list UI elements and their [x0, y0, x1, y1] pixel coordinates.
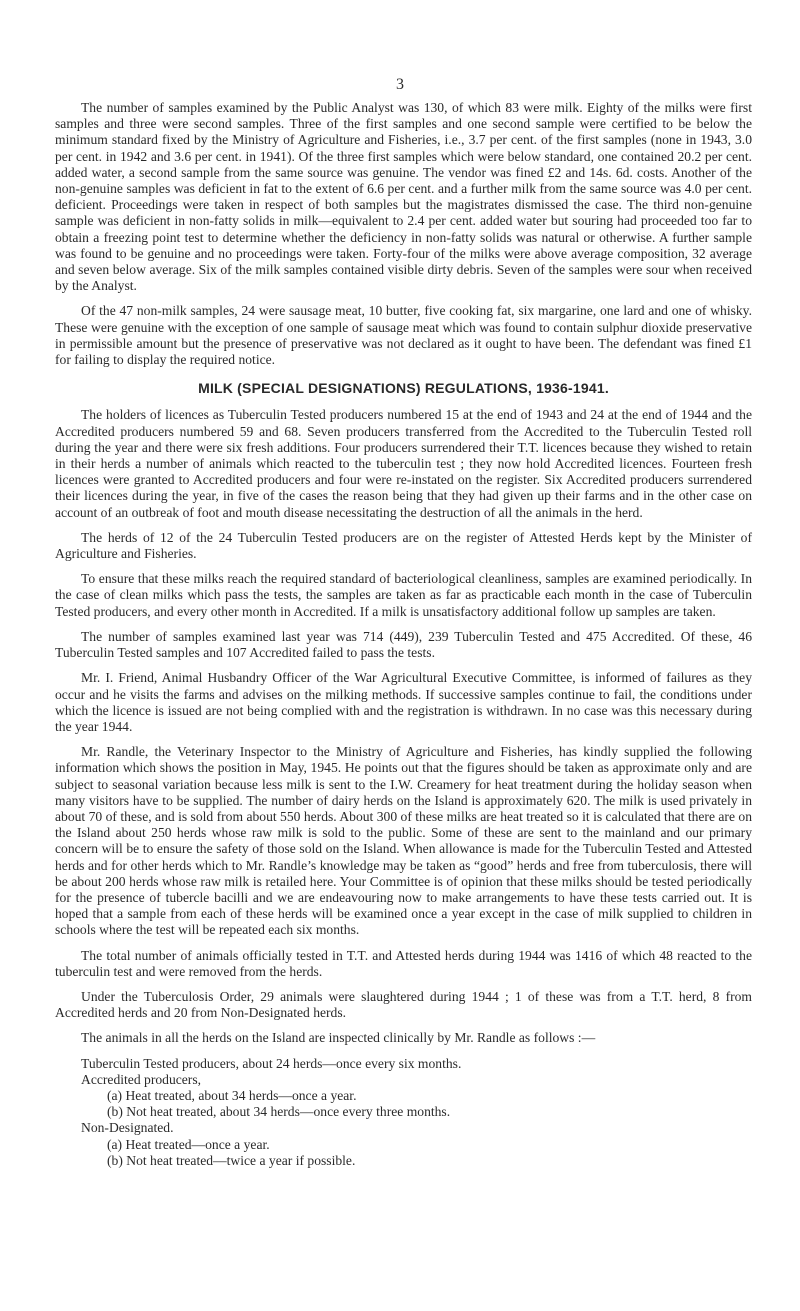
paragraph: The number of samples examined last year was 714 (449), 239 Tuberculin Tested and 475 Accredited. Of these, 46 Tuberculin Tested samples and 107 Accredited failed to pass the tests. [55, 628, 752, 661]
paragraph: Under the Tuberculosis Order, 29 animals were slaughtered during 1944 ; 1 of these was from a T.T. herd, 8 from Accredited herds and 20 from Non-Designated herds. [55, 988, 752, 1021]
paragraph: Of the 47 non-milk samples, 24 were sausage meat, 10 butter, five cooking fat, six margarine, one lard and one of whisky. These were genuine with the exception of one sample of sausage meat which was found to contain sulphur dioxide preservative in permissible amount but the presence of preservative was not declared as it ought to have been. The defendant was fined £1 for failing to display the required notice. [55, 303, 752, 368]
paragraph: The herds of 12 of the 24 Tuberculin Tested producers are on the register of Attested Herds kept by the Minister of Agriculture and Fisheries. [55, 529, 752, 562]
paragraph: The holders of licences as Tuberculin Tested producers numbered 15 at the end of 1943 and 24 at the end of 1944 and the Accredited producers numbered 59 and 68. Seven producers transferred from the Accredited to the Tuberculin Tested roll during the year and there were six fresh additions. Four producers surrendered their T.T. licences because they wished to retain in their herds a number of animals which reacted to the tuberculin test ; they now hold Accredited licences. Fourteen fresh licences were granted to Accredited producers and four were re-instated on the register. Six Accredited producers surrendered their licences during the year, in five of the cases the reason being that they had given up their farms and in the other case on account of an outbreak of foot and mouth disease necessitating the destruction of all the animals in the herd. [55, 407, 752, 520]
inspection-list [81, 1056, 752, 1169]
paragraph: Mr. I. Friend, Animal Husbandry Officer of the War Agricultural Executive Committee, is informed of failures as they occur and he visits the farms and advises on the milking methods. If successive samples continue to fail, the conditions under which the licence is issued are not being complied with and the registration is withdrawn. In no case was this necessary during the year 1944. [55, 670, 752, 734]
paragraph: Mr. Randle, the Veterinary Inspector to the Ministry of Agriculture and Fisheries, has kindly supplied the following information which shows the position in May, 1945. He points out that the figures should be taken as approximate only and are subject to seasonal variation because less milk is sent to the I.W. Creamery for heat treatment during the holiday season when many visitors have to be supplied. The number of dairy herds on the Island is approximately 620. The milk is used privately in about 70 of these, and is sold from about 550 herds. About 300 of these milks are heat treated so it is calculated that there are on the Island about 250 herds whose raw milk is sold to the public. Some of these are sent to the mainland and our primary concern will be to ensure the safety of those sold on the Island. When allowance is made for the Tuberculin Tested and Attested herds and for other herds which to Mr. Randle’s knowledge may be taken as “good” herds and free from tuberculosis, there will be about 200 herds whose raw milk is retailed here. Your Committee is of opinion that these milks should be tested periodically for the presence of tubercle bacilli and we are endeavouring now to make arrangements to have these tests carried out. It is hoped that a sample from each of these herds will be examined once a year except in the case of milk supplied to children in schools where the test will be repeated each six months. [55, 744, 752, 938]
document-body [55, 100, 752, 1169]
section-heading: MILK (SPECIAL DESIGNATIONS) REGULATIONS, 1936-1941. [198, 380, 609, 397]
list-item: Accredited producers, [81, 1071, 202, 1087]
paragraph: The animals in all the herds on the Island are inspected clinically by Mr. Randle as follows :— [81, 1030, 596, 1046]
paragraph: The total number of animals officially tested in T.T. and Attested herds during 1944 was 1416 of which 48 reacted to the tuberculin test and were removed from the herds. [55, 947, 752, 979]
list-item: Non-Designated. [81, 1120, 174, 1136]
list-item: (b) Not heat treated, about 34 herds—once every three months. [107, 1104, 451, 1120]
paragraph: The number of samples examined by the Public Analyst was 130, of which 83 were milk. Eighty of the milks were first samples and three were second samples. Three of the first samples and one second sample were certified to be below the minimum standard fixed by the Ministry of Agriculture and Fisheries, i.e., 3.7 per cent. of the first samples (none in 1943, 3.0 per cent. in 1942 and 3.6 per cent. in 1941). Of the three first samples which were below standard, one contained 20.2 per cent. added water, a second sample from the same source was genuine. The vendor was fined £2 and 14s. 6d. costs. Another of the non-genuine samples was deficient in fat to the extent of 6.6 per cent. and a further milk from the same source was 4.0 per cent. deficient. Proceedings were taken in respect of both samples but the magistrates dismissed the case. The third non-genuine sample was deficient in non-fatty solids in milk—equivalent to 2.4 per cent. added water but souring had proceeded too far to obtain a freezing point test to determine whether the deficiency in non-fatty solids was natural or otherwise. A further sample was found to be genuine and no proceedings were taken. Forty-four of the milks were above average composition, 32 average and seven below average. Six of the milk samples contained visible dirty debris. Seven of the samples were sour when received by the Analyst. [55, 100, 752, 294]
paragraph: To ensure that these milks reach the required standard of bacteriological cleanliness, samples are examined periodically. In the case of clean milks which pass the tests, the samples are taken as far as practicable each month in the case of Tuberculin Tested producers, and every other month in Accredited. If a milk is unsatisfactory additional follow up samples are taken. [55, 571, 752, 619]
list-item: (a) Heat treated, about 34 herds—once a year. [107, 1087, 357, 1103]
list-item: (a) Heat treated—once a year. [107, 1136, 270, 1152]
list-item: (b) Not heat treated—twice a year if possible. [107, 1152, 356, 1168]
page-number: 3 [396, 76, 404, 93]
list-item: Tuberculin Tested producers, about 24 herds—once every six months. [81, 1055, 462, 1071]
